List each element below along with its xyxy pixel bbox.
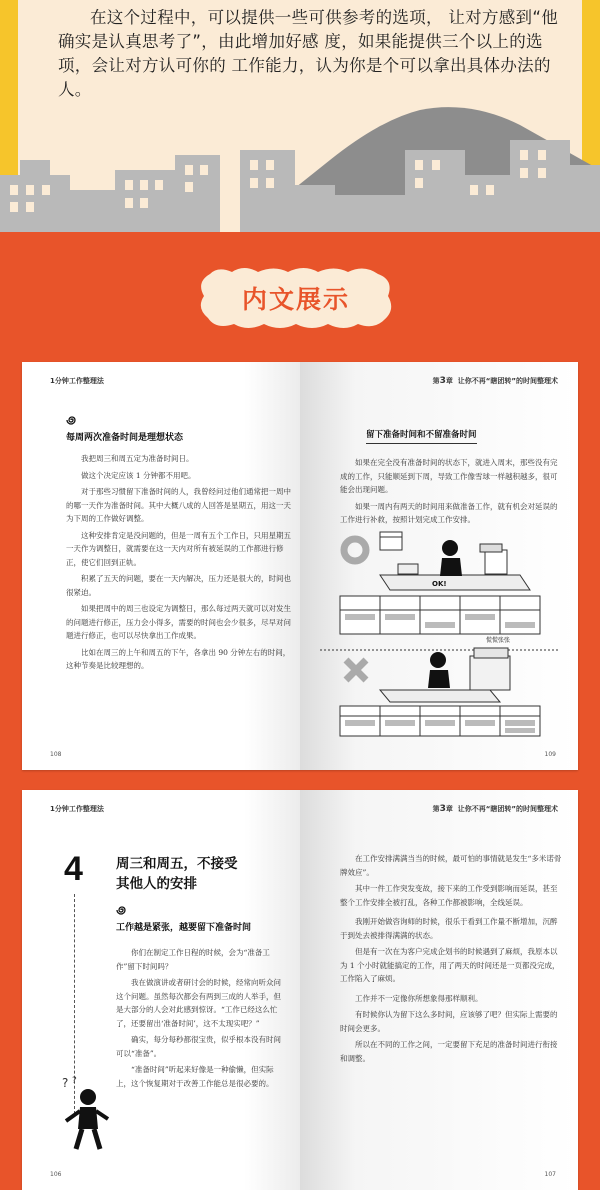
body-text xyxy=(340,456,562,530)
circle-icon xyxy=(344,539,366,561)
page-number: 107 xyxy=(544,1171,556,1178)
person-icon xyxy=(430,652,446,668)
page-106 xyxy=(22,790,300,1190)
page-number: 106 xyxy=(50,1171,62,1178)
page-107 xyxy=(300,790,578,1190)
paragraph: 如果在完全没有准备时间的状态下，就进入周末，那些没有完成的工作，只能顺延到下周，导致工作像雪球一样越积越多，很可能会出现问题。 xyxy=(340,458,558,494)
chapter-suffix: 章 xyxy=(445,805,453,813)
paragraph: 做这个决定应该 1 分钟都不用吧。 xyxy=(81,470,196,480)
intro-section xyxy=(0,0,600,232)
city-skyline-illustration xyxy=(0,100,600,232)
paragraph: 这种安排肯定是没问题的，但是一周有五个工作日，只用星期五一天作为调整日，就需要在这一天内对所有被延误的工作都进行修正，使它们回到正轨。 xyxy=(66,530,291,567)
chapter-num: 3 xyxy=(439,376,446,386)
paragraph: 比如在周三的上午和周五的下午，各拿出 90 分钟左右的时间，这种节奏是比较理想的。 xyxy=(66,647,291,670)
running-header xyxy=(433,804,558,814)
section-heading: 每周两次准备时间是理想状态 xyxy=(66,433,184,443)
section-title: 内文展示 xyxy=(241,285,350,314)
body-text xyxy=(340,852,564,1068)
paragraph: 但是有一次在为客户完成企划书的时候遇到了麻烦，我原本以为 1 个小时就能搞定的工作，用了两天的时间还是一页都没完成，工作陷入了麻烦。 xyxy=(340,947,560,983)
intro-paragraph: 在这个过程中，可以提供一些可供参考的选项， 让对方感到“他确实是认真思考了”，由此增加好感 度，如果能提供三个以上的选项，会让对方认可你的 工作能力，认为你是个可以拿出具体办法的人。 xyxy=(58,8,558,99)
swirl-icon xyxy=(66,414,78,426)
paragraph: 你们在制定工作日程的时候，会为“准备工作”留下时间吗？ xyxy=(116,948,270,971)
cross-icon xyxy=(346,660,366,680)
confused-person-illustration xyxy=(58,1075,116,1155)
paragraph: 确实，每分每秒都很宝贵，似乎根本没有时间可以“准备”。 xyxy=(116,1035,281,1058)
person-icon xyxy=(442,540,458,556)
paragraph: 我刚开始做咨询师的时候，很乐于看到工作量不断增加，沉醉于到处去被排得满满的状态。 xyxy=(340,917,558,940)
body-text xyxy=(66,452,292,676)
chapter-label: 第 xyxy=(432,805,440,813)
section-heading: 工作越是紧张，越要留下准备时间 xyxy=(116,923,252,933)
swirl-icon xyxy=(116,904,128,916)
paragraph: 我在做演讲或者研讨会的时候，经常向听众问这个问题。虽然每次都会有两到三成的人举手，但是大部分的人会对此感到惊讶。“工作已经这么忙了，还要留出‘准备时间’，这不太现实吧？” xyxy=(116,978,281,1028)
paragraph: 工作并不一定像你所想象得那样顺利。 xyxy=(355,993,483,1003)
chapter-title: 让你不再“瞎团转”的时间整理术 xyxy=(457,805,558,813)
chapter-title-line: 其他人的安排 xyxy=(116,876,197,892)
page-109 xyxy=(300,362,578,770)
paragraph: 有时候你认为留下这么多时间，应该够了吧？但实际上需要的时间会更多。 xyxy=(340,1010,558,1033)
book-spread-1 xyxy=(22,362,578,770)
page-108 xyxy=(22,362,300,770)
paragraph: “准备时间”听起来好像是一种偷懒，但实际上，这个恢复期对于改善工作能总是很必要的。 xyxy=(116,1065,274,1088)
box-title: 留下准备时间和不留准备时间 xyxy=(366,428,477,444)
page-number: 108 xyxy=(50,751,62,758)
body-text xyxy=(116,946,288,1093)
paragraph: 如果把周中的周三也设定为调整日，那么每过两天就可以对发生的问题进行修正，压力会小得多，需要的时间也会少很多，尽早对问题进行修正，也可以尽快拿出工作成果。 xyxy=(66,604,291,640)
chapter-number: 4 xyxy=(64,850,83,888)
illustration-label: 慌慌张张 xyxy=(486,637,511,644)
paragraph: 我把周三和周五定为准备时间日。 xyxy=(81,454,194,463)
book-spread-2 xyxy=(22,790,578,1190)
page-number: 109 xyxy=(544,751,556,758)
running-header: 1分钟工作整理法 xyxy=(50,805,104,813)
svg-text:?: ? xyxy=(72,1076,77,1086)
paragraph: 积累了五天的问题，要在一天内解决，压力还是很大的，时间也很紧迫。 xyxy=(66,574,291,597)
ok-label: OK! xyxy=(432,580,447,588)
paragraph: 所以在不同的工作之间，一定要留下充足的准备时间进行衔接和调整。 xyxy=(340,1040,558,1063)
paragraph: 其中一件工作突发变故，接下来的工作受到影响而延误，甚至整个工作安排全被打乱，各种工作都被影响，全线延误。 xyxy=(340,884,558,907)
chapter-suffix: 章 xyxy=(445,377,453,385)
chapter-label: 第 xyxy=(432,377,440,385)
running-header: 1分钟工作整理法 xyxy=(50,377,104,385)
paragraph: 如果一周内有两天的时间用来做准备工作，就有机会对延误的工作进行补救，按照计划完成工作安排。 xyxy=(340,501,558,524)
running-header xyxy=(433,376,558,386)
chapter-title xyxy=(116,854,238,894)
chapter-title-line: 周三和周五，不接受 xyxy=(116,856,238,872)
paragraph: 在工作安排满满当当的时候，最可怕的事情就是发生“多米诺骨牌效应”。 xyxy=(340,854,562,877)
chapter-title: 让你不再“瞎团转”的时间整理术 xyxy=(457,377,558,385)
chapter-num: 3 xyxy=(439,804,446,814)
comparison-illustration xyxy=(320,530,560,740)
paragraph: 对于那些习惯留下准备时间的人，我曾经问过他们通常把一周中的哪一天作为准备时间。其中大概八成的人回答是星期五，用这一天为下周的工作做好调整。 xyxy=(66,487,291,523)
svg-text:?: ? xyxy=(62,1076,69,1090)
